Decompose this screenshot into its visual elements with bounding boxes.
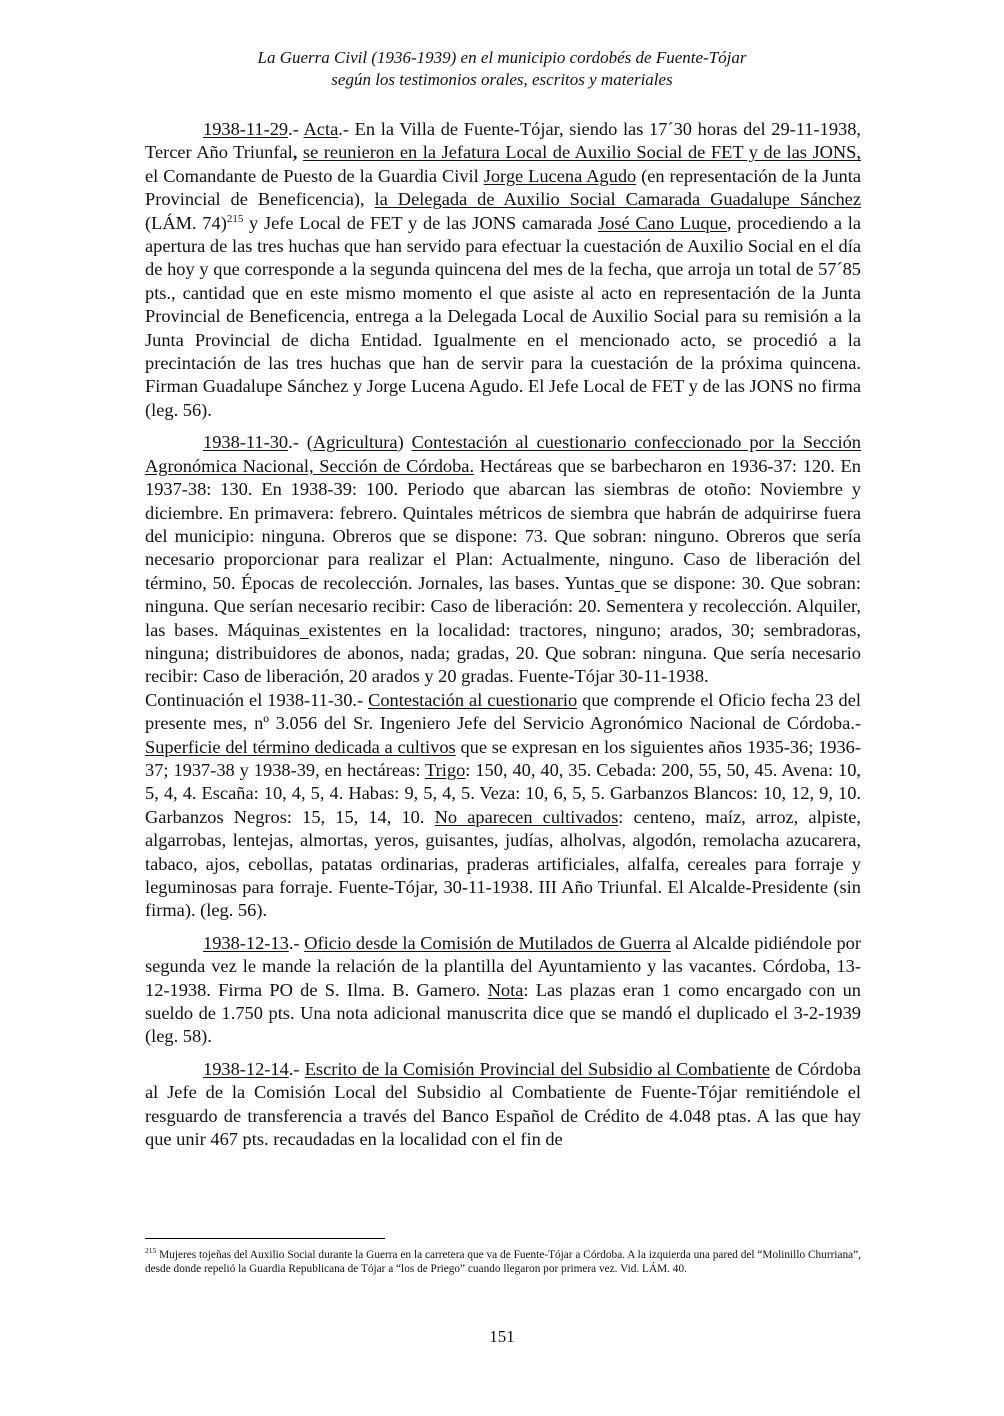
entry-underlined: Jorge Lucena Agudo bbox=[483, 165, 637, 186]
entry-text: el Comandante de Puesto de la Guardia Civil bbox=[145, 165, 484, 186]
entry-underlined: Nota bbox=[487, 979, 524, 1000]
entry-underlined: Trigo bbox=[425, 759, 466, 780]
entry-underlined: Acta bbox=[303, 119, 339, 139]
entry-underlined: No aparecen cultivados bbox=[434, 806, 619, 827]
entry-date: 1938-11-30 bbox=[203, 432, 289, 453]
entry-underlined bbox=[300, 620, 309, 640]
footnote-215 bbox=[145, 1248, 861, 1276]
entry-text: ) bbox=[397, 432, 412, 453]
entry-text: al Alcalde pidiéndole por segunda vez le mande la relación de la plantilla del Ayuntamiento y las vacantes. Córdoba, 13-12-1938. Firma PO de S. Ilma. B. Gamero. bbox=[145, 932, 861, 1000]
entry-text: : centeno, maíz, arroz, alpiste, algarrobas, lentejas, almortas, yeros, guisantes, judías, alholvas, algodón, remolacha azucarera, tabaco, ajos, cebollas, patatas ordinarias, praderas artificiales, alfalfa, cereales para forraje y leguminosas para forraje. Fuente-Tójar, 30-11-1938. III Año Triunfal. El Alcalde-Presidente (sin firma). (leg. 56). bbox=[145, 806, 862, 921]
entry-underlined: la Delegada de Auxilio Social Camarada Guadalupe Sánchez bbox=[374, 189, 861, 210]
entry-text: (LÁM. 74) bbox=[145, 212, 227, 233]
entry-date: 1938-11-29 bbox=[203, 119, 289, 139]
entry-text: .- En la Villa de Fuente-Tójar, siendo las 17´30 horas del 29-11-1938, Tercer Año Triunfal bbox=[145, 119, 861, 163]
entry-text: y Jefe Local de FET y de las JONS camarada bbox=[243, 212, 598, 233]
entry-text: (en representación de la Junta Provincial de Beneficencia), bbox=[145, 165, 862, 210]
entry-1938-11-29 bbox=[145, 118, 861, 422]
entry-text: .- bbox=[288, 1058, 305, 1079]
entry-date: 1938-12-14 bbox=[203, 1058, 289, 1079]
entry-text: , bbox=[292, 142, 298, 163]
entry-date: 1938-12-13 bbox=[203, 932, 289, 953]
page-number: 151 bbox=[489, 1327, 515, 1346]
entry-text: .- ( bbox=[288, 432, 313, 453]
running-header bbox=[0, 47, 1004, 91]
entry-text: Hectáreas que se barbecharon en 1936-37: 120. En 1937-38: 130. En 1938-39: 100. Periodo que abarcan las siembras de otoño: Noviembre y diciembre. En primavera: febrero. Quintales métricos de siembra que habrán de adquirirse fuera del municipio: ninguna. Obreros que se dispone: 73. Que sobran: ninguno. Obreros que sería necesario proporcionar para realizar el Plan: Actualmente, ninguno. Caso de liberación del término, 50. Épocas de recolección. Jornales, las bases. Yuntas bbox=[145, 455, 861, 593]
entry-underlined: Oficio desde la Comisión de Mutilados de Guerra bbox=[304, 932, 671, 953]
body-text bbox=[145, 118, 861, 1160]
entry-underlined: José Cano Luque bbox=[598, 212, 727, 233]
entry-text: : Las plazas eran 1 como encargado con un sueldo de 1.750 pts. Una nota adicional manuscrita dice que se mandó el duplicado el 3-2-1939 (leg. 58). bbox=[145, 979, 861, 1047]
entry-text: que se dispone: 30. Que sobran: ninguna. Que serían necesario recibir: Caso de liberación: 20. Sementera y recolección. Alquiler, las bases. Máquinas bbox=[145, 572, 861, 640]
header-line-1: La Guerra Civil (1936-1939) en el municipio cordobés de Fuente-Tójar bbox=[257, 48, 747, 67]
entry-underlined: Agricultura bbox=[312, 432, 398, 453]
entry-text: , procediendo a la apertura de las tres huchas que han servido para efectuar la cuestación de Auxilio Social en el día de hoy y que corresponde a la segunda quincena del mes de la fecha, que arroja un total de 57´85 pts., cantidad que en este mismo momento el que asiste al acto en representación de la Junta Provincial de Beneficencia, entrega a la Delegada Local de Auxilio Social para su remisión a la Junta Provincial de dicha Entidad. Igualmente en el mencionado acto, se procedió a la precintación de las tres huchas que han de servir para la cuestación de la próxima quincena. Firman Guadalupe Sánchez y Jorge Lucena Agudo. El Jefe Local de FET y de las JONS no firma (leg. 56). bbox=[145, 212, 862, 420]
entry-text: existentes en la localidad: tractores, ninguno; arados, 30; sembradoras, ninguna; distribuidores de abonos, nada; gradas, 20. Que sobran: ninguna. Que sería necesario recibir: Caso de liberación, 20 arados y 20 gradas. Fuente-Tójar 30-11-1938. bbox=[145, 619, 862, 687]
entry-underlined: Contestación al cuestionario bbox=[368, 689, 578, 710]
entry-1938-12-14 bbox=[145, 1058, 861, 1152]
entry-text: Continuación el 1938-11-30.- bbox=[145, 689, 369, 710]
entry-1938-12-13 bbox=[145, 932, 861, 1049]
entry-text: que se expresan en los siguientes años 1935-36; 1936-37; 1937-38 y 1938-39, en hectáreas: bbox=[145, 736, 861, 780]
header-line-2: según los testimonios orales, escritos y materiales bbox=[331, 70, 673, 89]
entry-text: de Córdoba al Jefe de la Comisión Local del Subsidio al Combatiente de Fuente-Tójar remitiéndole el resguardo de transferencia a través del Banco Español de Crédito de 4.048 ptas. A las que hay que unir 467 pts. recaudadas en la localidad con el fin de bbox=[145, 1058, 861, 1150]
footnote-divider bbox=[145, 1238, 385, 1239]
entry-text: : 150, 40, 40, 35. Cebada: 200, 55, 50, 45. Avena: 10, 5, 4, 4. Escaña: 10, 4, 5, 4. Habas: 9, 5, 4, 5. Veza: 10, 6, 5, 5. Garbanzos Blancos: 10, 12, 9, 10. Garbanzos Negros: 15, 15, 14, 10. bbox=[145, 759, 861, 827]
entry-continuation bbox=[145, 689, 861, 923]
entry-underlined: se reunieron en la Jefatura Local de Auxilio Social de FET y de las JONS, bbox=[302, 142, 861, 163]
entry-underlined: Escrito de la Comisión Provincial del Subsidio al Combatiente bbox=[304, 1058, 770, 1079]
entry-text: .- bbox=[288, 119, 304, 139]
entry-underlined: Superficie del término dedicada a cultivos bbox=[145, 736, 456, 757]
entry-text: que comprende el Oficio fecha 23 del presente mes, nº 3.056 del Sr. Ingeniero Jefe del Servicio Agronómico Nacional de Córdoba.- bbox=[145, 689, 861, 734]
entry-underlined: Contestación al cuestionario confeccionado por la Sección Agronómica Nacional, Sección de Córdoba. bbox=[145, 432, 861, 476]
entry-text: .- bbox=[288, 932, 305, 953]
footnote-reference[interactable]: 215 bbox=[226, 212, 244, 225]
entry-1938-11-30 bbox=[145, 431, 861, 688]
footnote-text: Mujeres tojeñas del Auxilio Social durante la Guerra en la carretera que va de Fuente-Tójar a Córdoba. A la izquierda una pared del “Molinillo Churriana”, desde donde repelió la Guardia Republicana de Tójar a “los de Priego” cuando llegaron por primera vez. Vid. LÁM. 40. bbox=[145, 1249, 861, 1275]
footnote-number: 215 bbox=[145, 1246, 157, 1256]
